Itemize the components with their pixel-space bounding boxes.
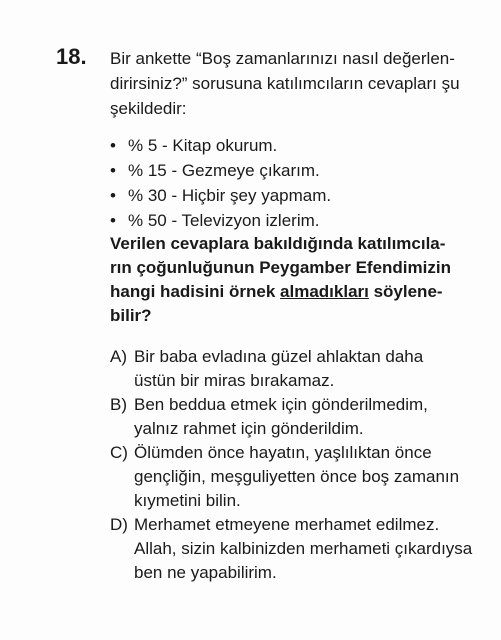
list-item [110, 133, 331, 158]
option-a[interactable] [110, 345, 500, 393]
list-item-text: % 15 - Gezmeye çıkarım. [128, 161, 320, 180]
prompt-line: Verilen cevaplara bakıldığında katılımcıla- [110, 234, 446, 253]
bullet-icon: • [110, 161, 116, 180]
option-text: kıymetini bilin. [134, 491, 241, 510]
prompt-line: bilir? [110, 306, 152, 325]
list-item [110, 183, 331, 208]
option-text: yalnız rahmet için gönderildim. [134, 419, 364, 438]
option-letter: C) [110, 443, 128, 462]
bullet-icon: • [110, 136, 116, 155]
question-prompt [110, 232, 492, 328]
option-text: üstün bir miras bırakamaz. [134, 371, 335, 390]
option-letter: A) [110, 347, 127, 366]
option-letter: B) [110, 395, 127, 414]
question-stem [110, 46, 494, 121]
stem-line: şekildedir: [110, 99, 187, 118]
stem-line: dirirsiniz?” sorusuna katılımcıların cevapları şu [110, 74, 460, 93]
bullet-icon: • [110, 186, 116, 205]
list-item-text: % 30 - Hiçbir şey yapmam. [128, 186, 332, 205]
underlined-keyword: almadıkları [280, 282, 369, 301]
answer-options [110, 345, 500, 585]
option-text: Ölümden önce hayatın, yaşlılıktan önce [134, 443, 432, 462]
list-item-text: % 50 - Televizyon izlerim. [128, 211, 320, 230]
prompt-text: söylene- [368, 282, 443, 301]
prompt-line: rın çoğunluğunun Peygamber Efendimizin [110, 258, 451, 277]
option-c[interactable] [110, 441, 500, 513]
option-text: Ben beddua etmek için gönderilmedim, [134, 395, 428, 414]
option-text: ben ne yapabilirim. [134, 563, 277, 582]
option-text: gençliğin, meşguliyetten önce boş zamanın [134, 467, 460, 486]
survey-results-list [110, 133, 331, 233]
option-text: Bir baba evladına güzel ahlaktan daha [134, 347, 424, 366]
option-b[interactable] [110, 393, 500, 441]
bullet-icon: • [110, 211, 116, 230]
list-item-text: % 5 - Kitap okurum. [128, 136, 278, 155]
option-letter: D) [110, 515, 128, 534]
list-item [110, 158, 331, 183]
option-text: Merhamet etmeyene merhamet edilmez. [134, 515, 440, 534]
prompt-text: hangi hadisini örnek [110, 282, 281, 301]
question-number: 18. [56, 44, 87, 69]
list-item [110, 208, 331, 233]
stem-line: Bir ankette “Boş zamanlarınızı nasıl değerlen- [110, 49, 455, 68]
prompt-line [110, 280, 492, 304]
option-d[interactable] [110, 513, 500, 585]
option-text: Allah, sizin kalbinizden merhameti çıkardıysa [134, 539, 473, 558]
